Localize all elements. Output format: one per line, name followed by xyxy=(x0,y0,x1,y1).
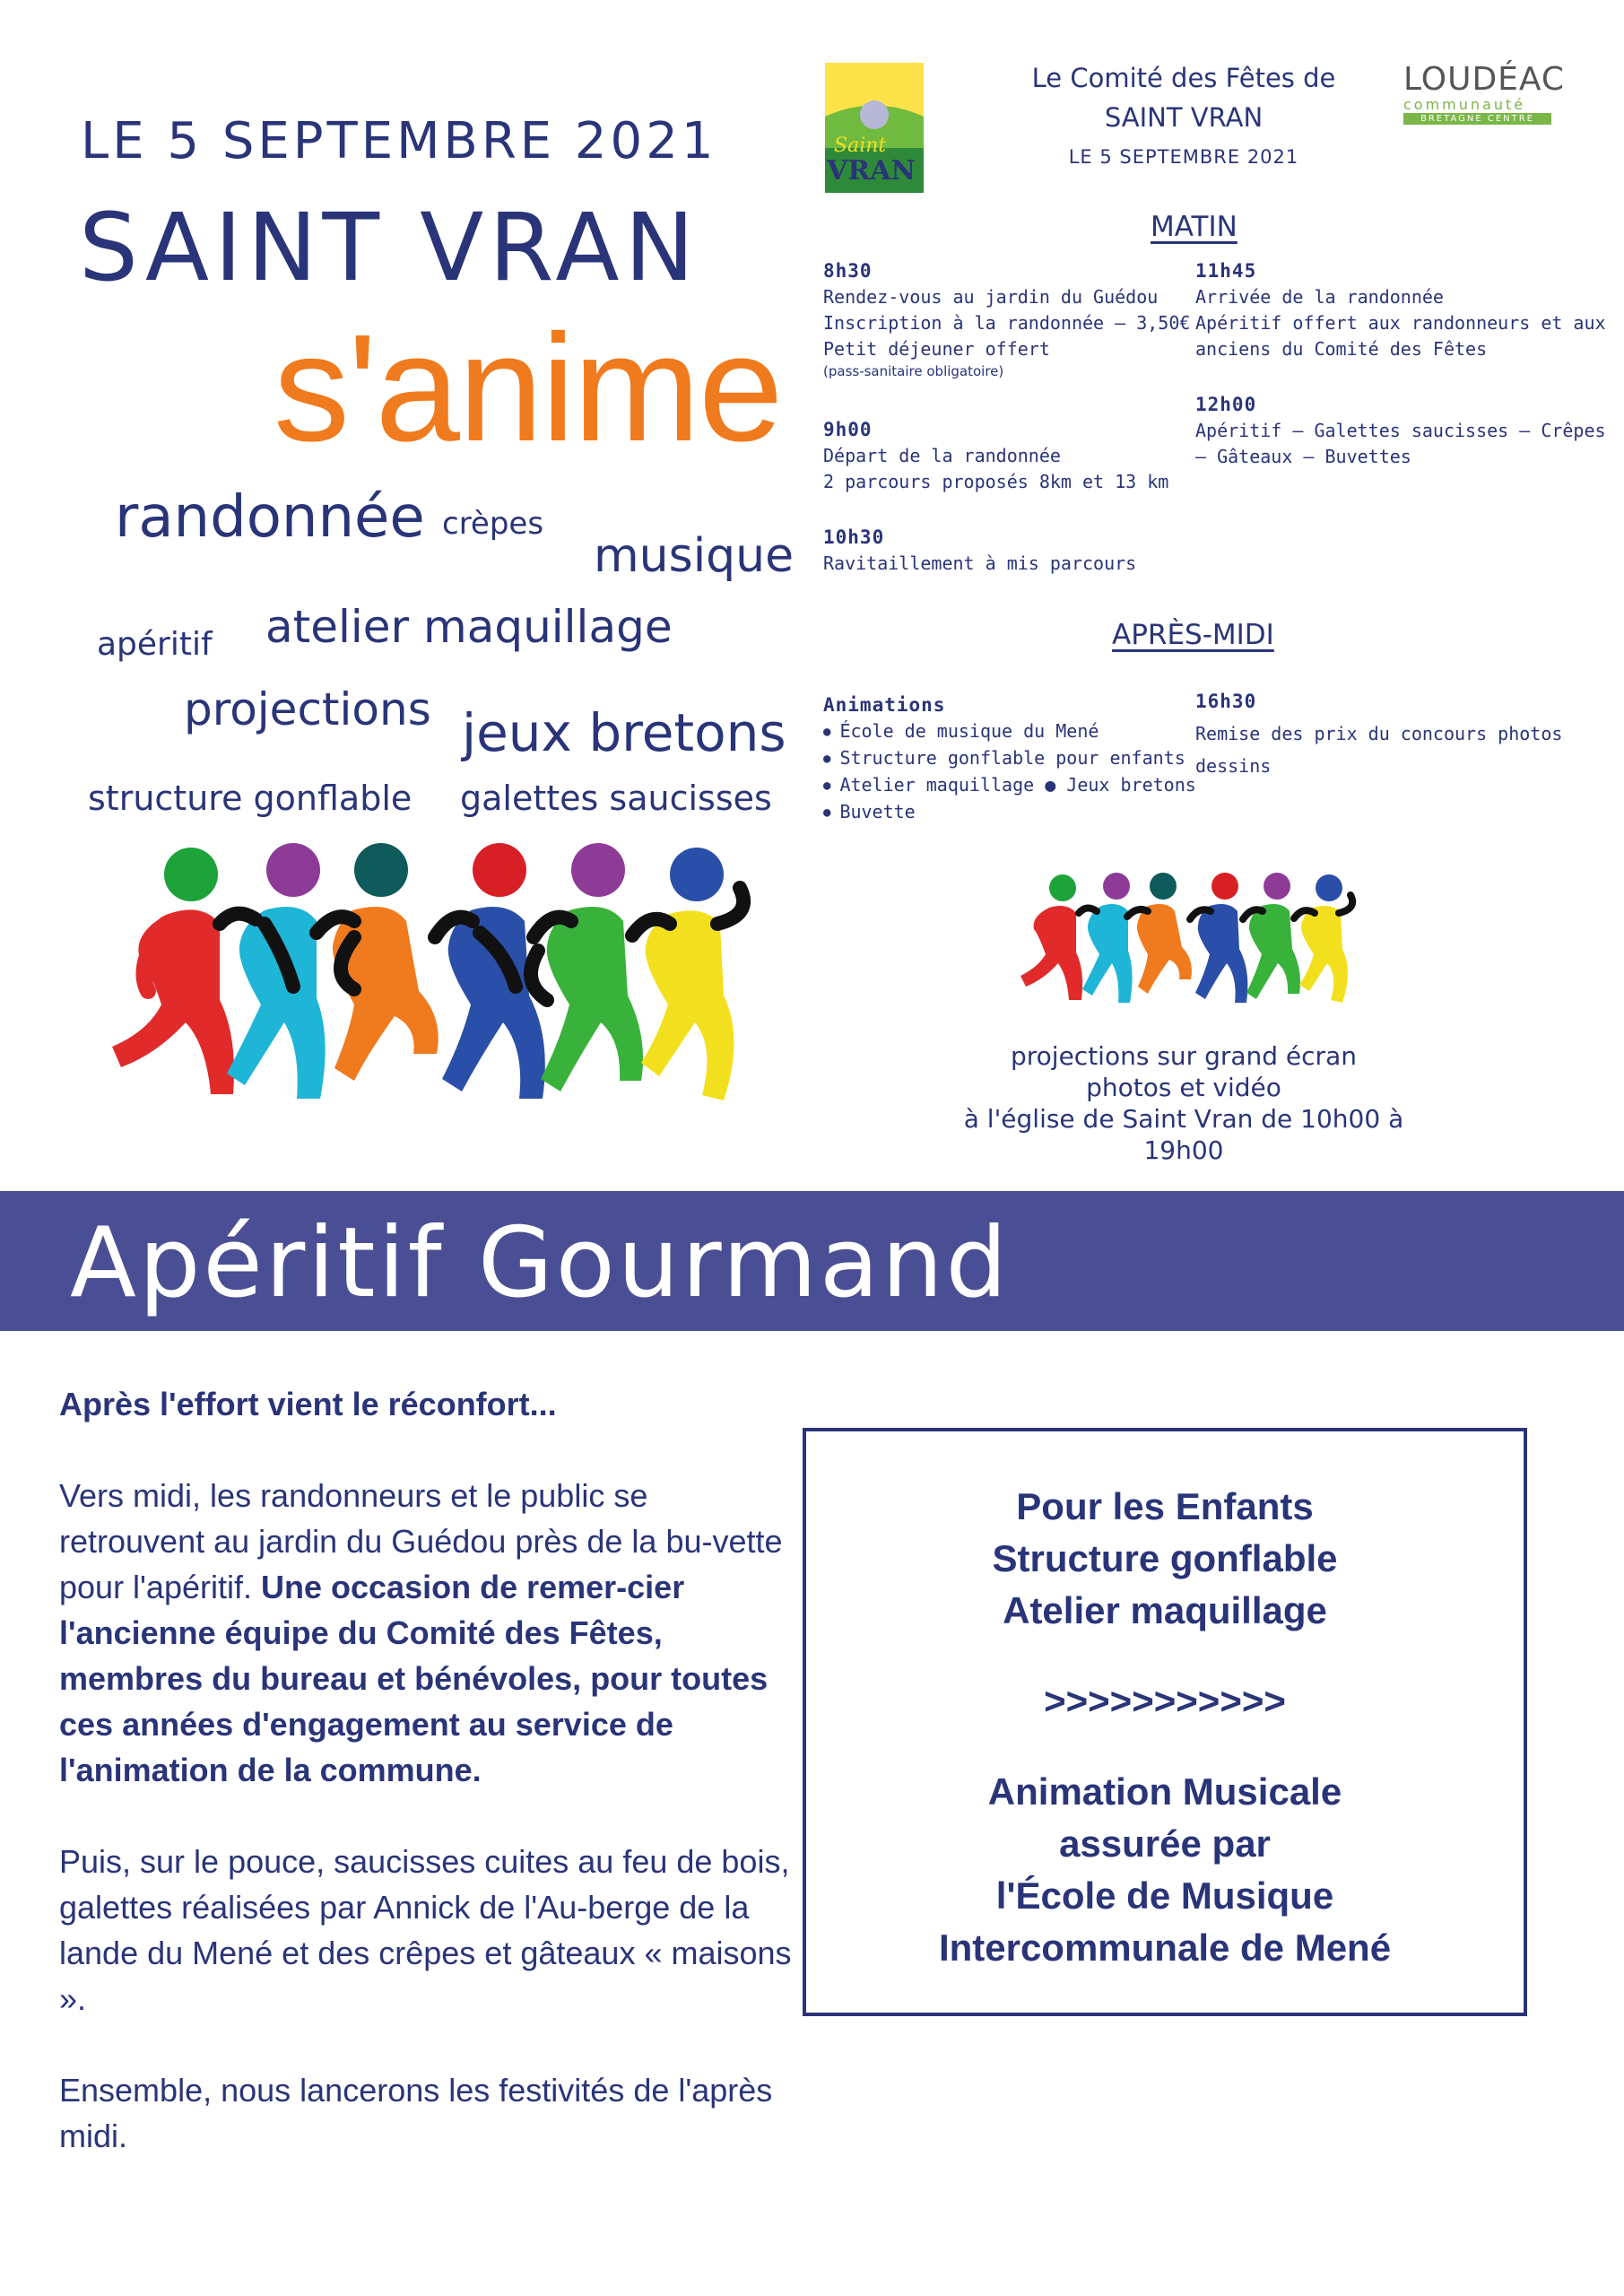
schedule-9h00 xyxy=(823,417,1168,495)
animations-list xyxy=(823,692,1196,826)
runner-head xyxy=(266,843,320,897)
schedule-line: Inscription à la randonnée – 3,50€ xyxy=(823,312,1191,334)
schedule-line: Rendez-vous au jardin du Guédou xyxy=(823,286,1159,308)
banner-title: Apéritif Gourmand xyxy=(70,1207,1011,1319)
committee-date: LE 5 SEPTEMBRE 2021 xyxy=(1068,146,1299,168)
runner-head xyxy=(354,843,408,897)
saint-vran-logo-line2: VRAN xyxy=(827,155,916,187)
box-separator: >>>>>>>>>>> xyxy=(1044,1680,1286,1722)
apres-midi-title: APRÈS-MIDI xyxy=(1112,619,1274,651)
schedule-line: Apéritif offert aux randonneurs et aux xyxy=(1195,312,1606,334)
kids-music-box xyxy=(803,1428,1527,2016)
schedule-time: 10h30 xyxy=(823,526,885,548)
box-music-1: Animation Musicale xyxy=(987,1770,1342,1813)
schedule-time: 9h00 xyxy=(823,419,873,440)
caption-line: projections sur grand écran xyxy=(1011,1041,1357,1071)
loudeac-logo-sub: communauté xyxy=(1403,96,1526,113)
loudeac-logo-region: BRETAGNE CENTRE xyxy=(1403,113,1551,125)
box-kids-2: Atelier maquillage xyxy=(1003,1589,1327,1631)
schedule-time: 11h45 xyxy=(1195,260,1257,282)
body-paragraph-1 xyxy=(59,1473,795,1793)
animation-item: ● Structure gonflable pour enfants xyxy=(823,745,1196,772)
schedule-8h30 xyxy=(823,258,1190,380)
saint-vran-logo-line1: Saint xyxy=(834,135,887,157)
runner-head xyxy=(164,848,218,901)
body-p1-plain: Vers midi, les randonneurs et le public se retrouvent au jardin du Guédou près de la bu-vette pour l'apéritif. xyxy=(59,1477,783,1605)
schedule-line: Petit déjeuner offert xyxy=(823,338,1050,360)
runner-yellow xyxy=(632,848,743,1100)
schedule-line: anciens du Comité des Fêtes xyxy=(1195,338,1488,360)
projections-caption xyxy=(951,1040,1417,1166)
box-kids-1: Structure gonflable xyxy=(992,1537,1338,1579)
loudeac-logo-name: LOUDÉAC xyxy=(1403,61,1566,98)
runner-green xyxy=(531,843,643,1091)
word-randonnee: randonnée xyxy=(115,484,425,551)
body-paragraph-3: Ensemble, nous lancerons les festivités de l'après midi. xyxy=(59,2072,773,2154)
animations-title: Animations xyxy=(823,694,946,716)
schedule-line: Apéritif – Galettes saucisses – Crêpes xyxy=(1195,420,1606,441)
schedule-line: 2 parcours proposés 8km et 13 km xyxy=(823,471,1169,492)
schedule-time: 8h30 xyxy=(823,260,873,282)
schedule-10h30 xyxy=(823,525,1136,577)
schedule-line: Remise des prix du concours photos xyxy=(1195,723,1563,744)
schedule-11h45 xyxy=(1195,258,1606,362)
box-music-4: Intercommunale de Mené xyxy=(938,1926,1392,1969)
runner-cyan xyxy=(220,843,326,1099)
banner xyxy=(0,1191,1624,1331)
schedule-line: – Gâteaux – Buvettes xyxy=(1195,446,1411,467)
body-p1-bold: Une occasion de remer-cier l'ancienne équipe du Comité des Fêtes, membres du bureau et bénévoles, pour toutes ces années d'engagement au service de l'animation de la commune. xyxy=(59,1569,769,1788)
animation-item: ● Atelier maquillage ● Jeux bretons xyxy=(823,772,1196,799)
animation-item: ● École de musique du Mené xyxy=(823,718,1196,745)
saint-vran-logo xyxy=(825,63,924,193)
runner-orange xyxy=(317,843,439,1081)
word-aperitif: apéritif xyxy=(97,626,213,663)
schedule-line: Ravitaillement à mis parcours xyxy=(823,552,1137,574)
body-paragraph-2: Puis, sur le pouce, saucisses cuites au feu de bois, galettes réalisées par Annick de l'Au-berge de la lande du Mené et des crêpes et gâteaux « maisons ». xyxy=(59,1843,792,2017)
word-musique: musique xyxy=(594,529,795,583)
word-atelier: atelier maquillage xyxy=(265,601,673,653)
committee-line1: Le Comité des Fêtes de xyxy=(1031,63,1336,93)
committee-heading xyxy=(1004,58,1363,177)
runners-small-illustration xyxy=(1004,870,1363,1013)
box-music-3: l'École de Musique xyxy=(995,1874,1334,1917)
word-crepes: crèpes xyxy=(442,506,544,542)
word-galettes: galettes saucisses xyxy=(460,778,772,818)
matin-title: MATIN xyxy=(1151,211,1238,243)
schedule-note: (pass-sanitaire obligatoire) xyxy=(823,363,1004,379)
word-structure: structure gonflable xyxy=(88,778,413,818)
schedule-line: Départ de la randonnée xyxy=(823,445,1061,466)
tagline: s'anime xyxy=(274,303,782,474)
box-kids-title: Pour les Enfants xyxy=(1016,1485,1314,1527)
runners-illustration xyxy=(85,839,767,1108)
schedule-line: dessins xyxy=(1195,755,1272,777)
runner-head xyxy=(571,843,625,897)
runner-head xyxy=(473,843,526,897)
animation-item: ● Buvette xyxy=(823,799,1196,826)
town-title: SAINT VRAN xyxy=(79,193,700,302)
loudeac-logo xyxy=(1403,61,1566,130)
body-text xyxy=(59,1381,795,2205)
caption-line: à l'église de Saint Vran de 10h00 à 19h00 xyxy=(963,1104,1404,1165)
word-jeux-bretons: jeux bretons xyxy=(462,702,786,763)
runner-red xyxy=(112,848,234,1094)
schedule-12h00 xyxy=(1195,392,1606,470)
schedule-line: Arrivée de la randonnée xyxy=(1195,286,1444,308)
box-music-2: assurée par xyxy=(1059,1822,1271,1865)
runner-head xyxy=(670,848,724,901)
schedule-time: 12h00 xyxy=(1195,394,1257,415)
event-date: LE 5 SEPTEMBRE 2021 xyxy=(81,112,717,170)
schedule-16h30 xyxy=(1195,685,1562,782)
schedule-time: 16h30 xyxy=(1195,691,1257,712)
committee-line2: SAINT VRAN xyxy=(1104,102,1264,133)
word-projections: projections xyxy=(184,683,431,735)
body-lead: Après l'effort vient le réconfort... xyxy=(59,1386,557,1422)
caption-line: photos et vidéo xyxy=(1086,1073,1281,1102)
